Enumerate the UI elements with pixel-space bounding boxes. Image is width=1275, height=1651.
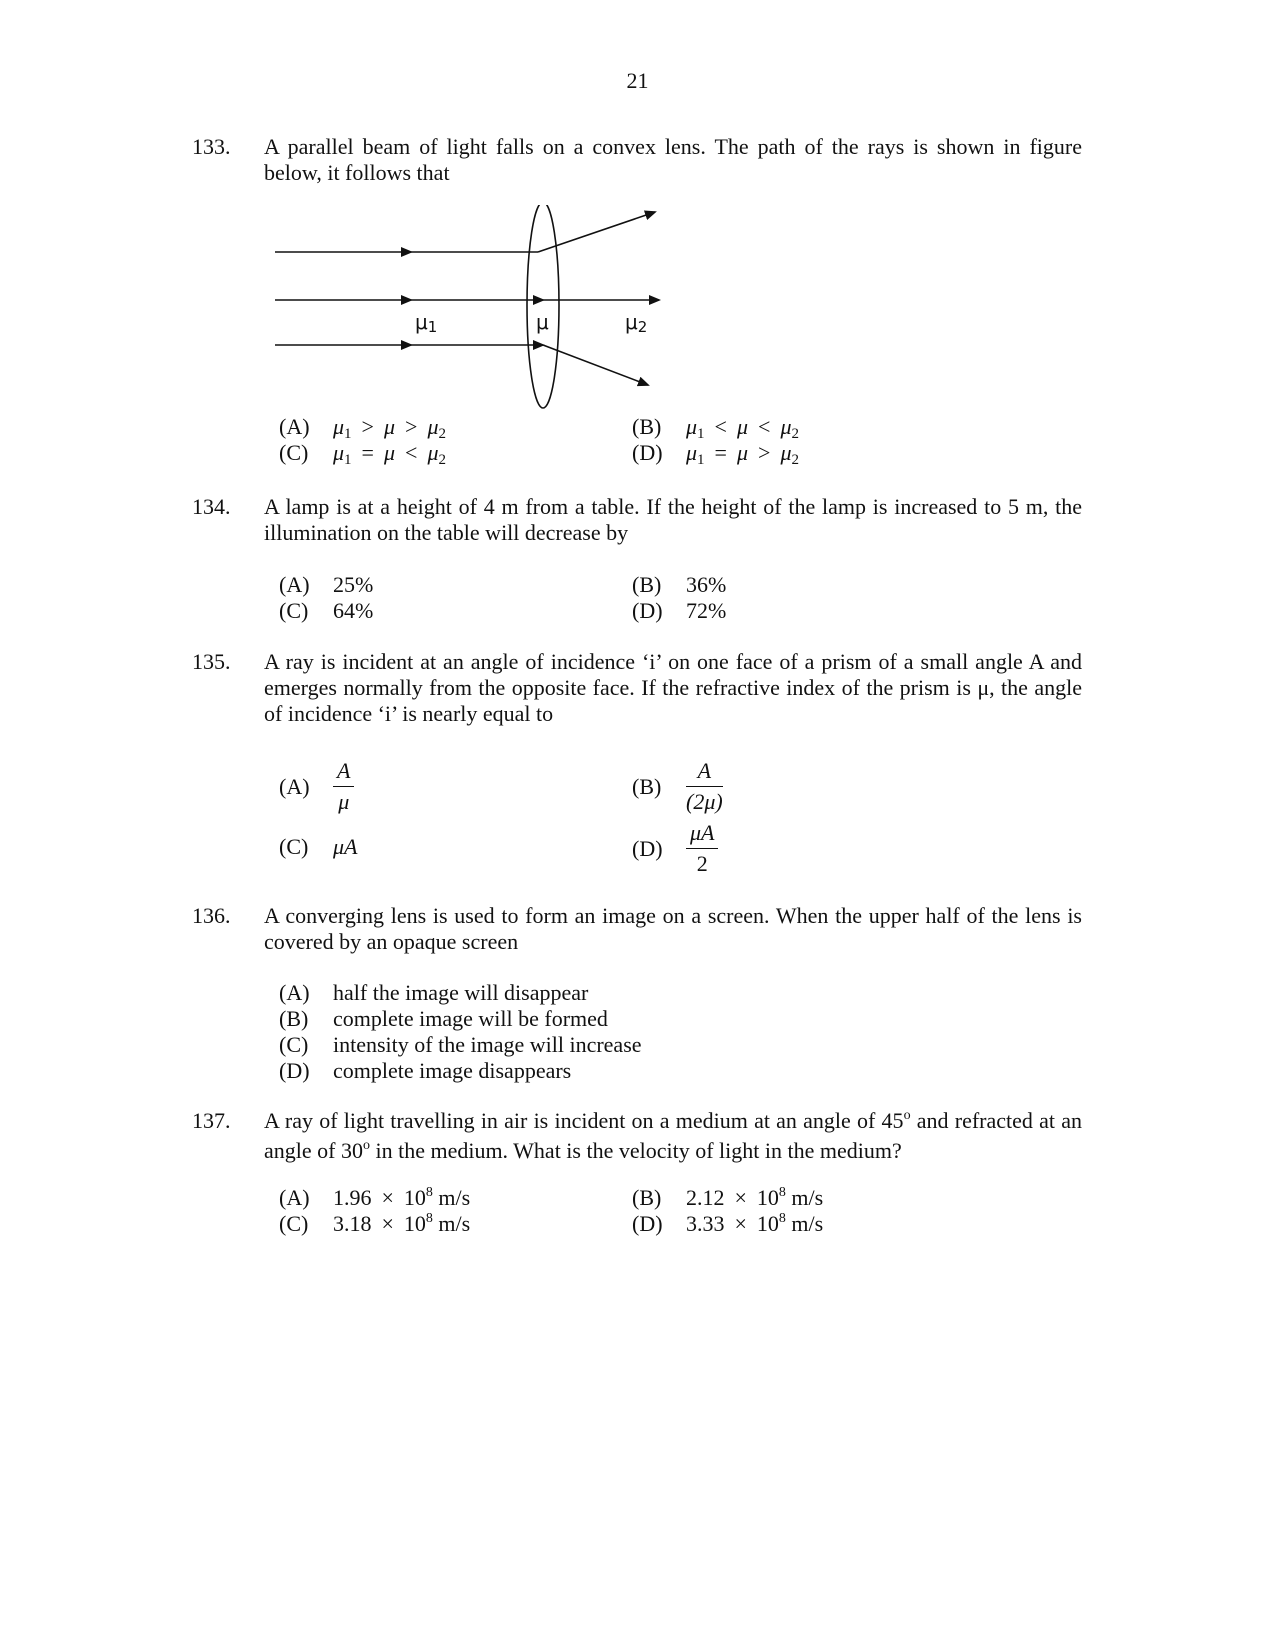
option-value: μA [333, 834, 358, 859]
option-value: complete image will be formed [333, 1006, 608, 1031]
lens [527, 205, 559, 408]
option-d[interactable] [632, 818, 718, 879]
option-d[interactable]: (D) μ1 = μ > μ2 [632, 440, 799, 468]
option-c[interactable] [279, 598, 373, 624]
option-c[interactable]: (C) $3.18 \times 10^8$ m/s [279, 1211, 471, 1236]
question-136 [192, 903, 1082, 963]
option-b[interactable]: (B) μ1 < μ < μ2 [632, 414, 799, 442]
option-label: (A) [279, 414, 310, 439]
option-b[interactable] [632, 756, 723, 817]
option-label: (D) [632, 440, 663, 465]
question-134 [192, 494, 1082, 554]
option-label: (D) [279, 1058, 310, 1083]
question-number: 137. [192, 1108, 231, 1133]
option-b[interactable]: (B) $2.12 \times 10^8$ m/s [632, 1185, 824, 1210]
question-text: A lamp is at a height of 4 m from a table. If the height of the lamp is increased to 5 m, the illumination on the table will decrease by [264, 494, 1082, 545]
option-d[interactable] [279, 1058, 571, 1084]
option-value: half the image will disappear [333, 980, 589, 1005]
question-135 [192, 649, 1082, 729]
question-number: 133. [192, 134, 231, 159]
label-mu2: μ2 [625, 310, 648, 336]
option-label: (D) [632, 835, 663, 861]
label-mu1: μ1 [415, 310, 438, 336]
page-number: 21 [626, 68, 649, 93]
option-a[interactable] [279, 756, 354, 817]
refracted-ray-top [538, 212, 655, 252]
option-d[interactable] [632, 598, 726, 624]
option-value: 64% [333, 598, 374, 623]
option-c[interactable] [279, 834, 357, 860]
fraction: $\frac{\mu A}{2}$ [686, 818, 718, 879]
option-a[interactable]: (A) $1.96 \times 10^8$ m/s [279, 1185, 471, 1210]
option-label: (A) [279, 773, 310, 799]
option-d[interactable]: (D) $3.33 \times 10^8$ m/s [632, 1211, 824, 1236]
option-label: (A) [279, 980, 310, 1005]
option-label: (B) [279, 1006, 309, 1031]
option-label: (D) [632, 598, 663, 623]
option-label: (C) [279, 598, 309, 623]
option-b[interactable] [279, 1006, 608, 1032]
question-text: A converging lens is used to form an image on a screen. When the upper half of the lens is covered by an opaque screen [264, 903, 1082, 954]
refracted-ray-bottom [543, 345, 648, 385]
option-b[interactable] [632, 572, 726, 598]
option-value: 25% [333, 572, 374, 597]
question-137 [192, 1108, 1082, 1168]
option-a[interactable] [279, 980, 588, 1006]
option-value: 36% [686, 572, 727, 597]
question-number: 135. [192, 649, 231, 674]
option-label: (A) [279, 572, 310, 597]
option-value: 72% [686, 598, 727, 623]
question-number: 134. [192, 494, 231, 519]
question-text: A ray of light travelling in air is incident on a medium at an angle of 45$^o$ and refracted at an angle of 30$^o$ in the medium. What is the velocity of light in the medium? [264, 1108, 1082, 1163]
fraction: $\frac{A}{\mu}$ [333, 756, 354, 817]
convex-lens-ray-diagram [275, 205, 675, 420]
option-value: intensity of the image will increase [333, 1032, 642, 1057]
option-a[interactable]: (A) μ1 > μ > μ2 [279, 414, 446, 442]
option-c[interactable]: (C) μ1 = μ < μ2 [279, 440, 446, 468]
question-number: 136. [192, 903, 231, 928]
fraction: $\frac{A}{(2\mu)}$ [686, 758, 723, 814]
option-a[interactable] [279, 572, 373, 598]
option-value: complete image disappears [333, 1058, 572, 1083]
label-mu: μ [536, 310, 549, 334]
option-label: (C) [279, 440, 309, 465]
option-label: (C) [279, 834, 309, 859]
option-c[interactable] [279, 1032, 642, 1058]
option-label: (B) [632, 572, 662, 597]
question-text: A parallel beam of light falls on a convex lens. The path of the rays is shown in figure below, it follows that [264, 134, 1082, 185]
question-text: A ray is incident at an angle of incidence ‘i’ on one face of a prism of a small angle A and emerges normally from the opposite face. If the refractive index of the prism is μ, the angle of incidence ‘i’ is nearly equal to [264, 649, 1082, 726]
option-label: (B) [632, 414, 662, 439]
option-label: (B) [632, 773, 662, 799]
option-label: (C) [279, 1032, 309, 1057]
